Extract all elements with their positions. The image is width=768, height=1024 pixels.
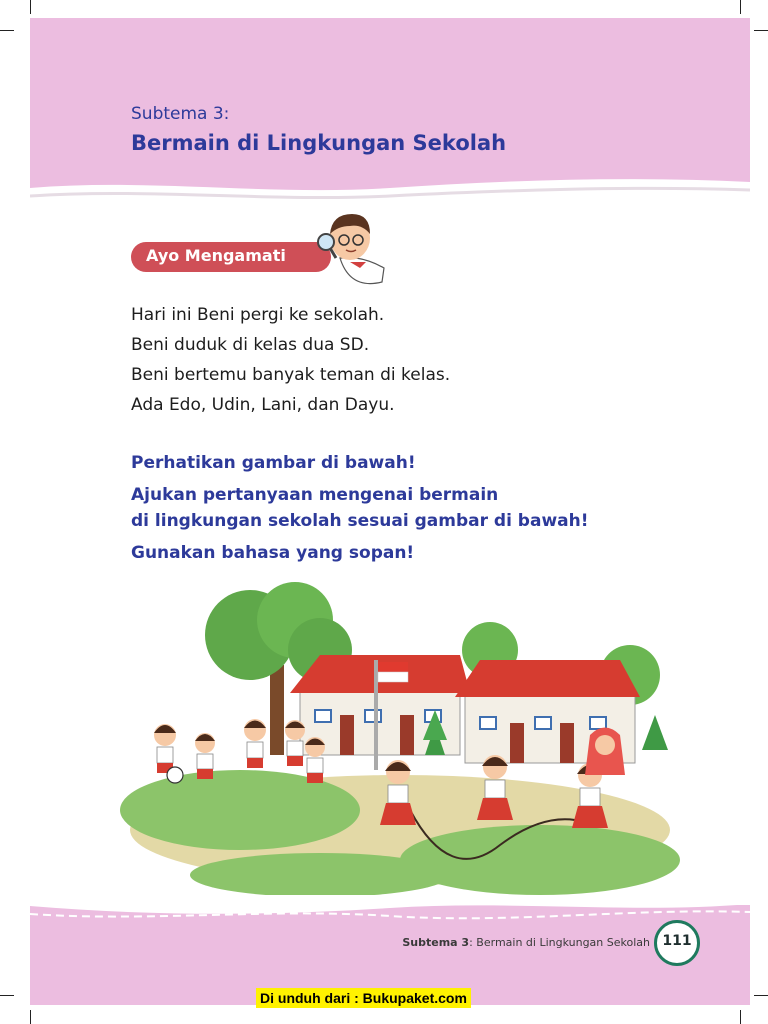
boy-with-magnifier-icon <box>310 208 392 290</box>
story-line: Beni bertemu banyak teman di kelas. <box>131 365 451 385</box>
story-line: Hari ini Beni pergi ke sekolah. <box>131 305 385 325</box>
crop-mark <box>754 30 768 31</box>
crop-mark <box>740 0 741 14</box>
schoolyard-illustration <box>120 575 680 895</box>
footer-subtema-title: : Bermain di Lingkungan Sekolah <box>469 936 650 949</box>
crop-mark <box>0 30 14 31</box>
download-note: Di unduh dari : Bukupaket.com <box>256 988 471 1008</box>
instruction-polite: Gunakan bahasa yang sopan! <box>131 543 415 563</box>
crop-mark <box>754 995 768 996</box>
page-number: 111 <box>662 933 692 949</box>
header-wave <box>30 168 750 208</box>
story-paragraph <box>131 300 450 420</box>
instructions <box>131 450 588 566</box>
instruction-observe: Perhatikan gambar di bawah! <box>131 453 416 473</box>
story-line: Ada Edo, Udin, Lani, dan Dayu. <box>131 395 395 415</box>
subtema-label: Subtema 3: <box>131 104 230 124</box>
crop-mark <box>30 0 31 14</box>
crop-mark <box>0 995 14 996</box>
footer-caption <box>402 936 650 949</box>
page-title: Bermain di Lingkungan Sekolah <box>131 131 507 155</box>
crop-mark <box>740 1010 741 1024</box>
crop-mark <box>30 1010 31 1024</box>
footer-wave <box>30 896 750 926</box>
section-heading: Ayo Mengamati <box>146 246 286 265</box>
instruction-ask-line2: di lingkungan sekolah sesuai gambar di bawah! <box>131 511 589 531</box>
story-line: Beni duduk di kelas dua SD. <box>131 335 370 355</box>
instruction-ask-line1: Ajukan pertanyaan mengenai bermain <box>131 485 499 505</box>
footer-subtema: Subtema 3 <box>402 936 470 949</box>
